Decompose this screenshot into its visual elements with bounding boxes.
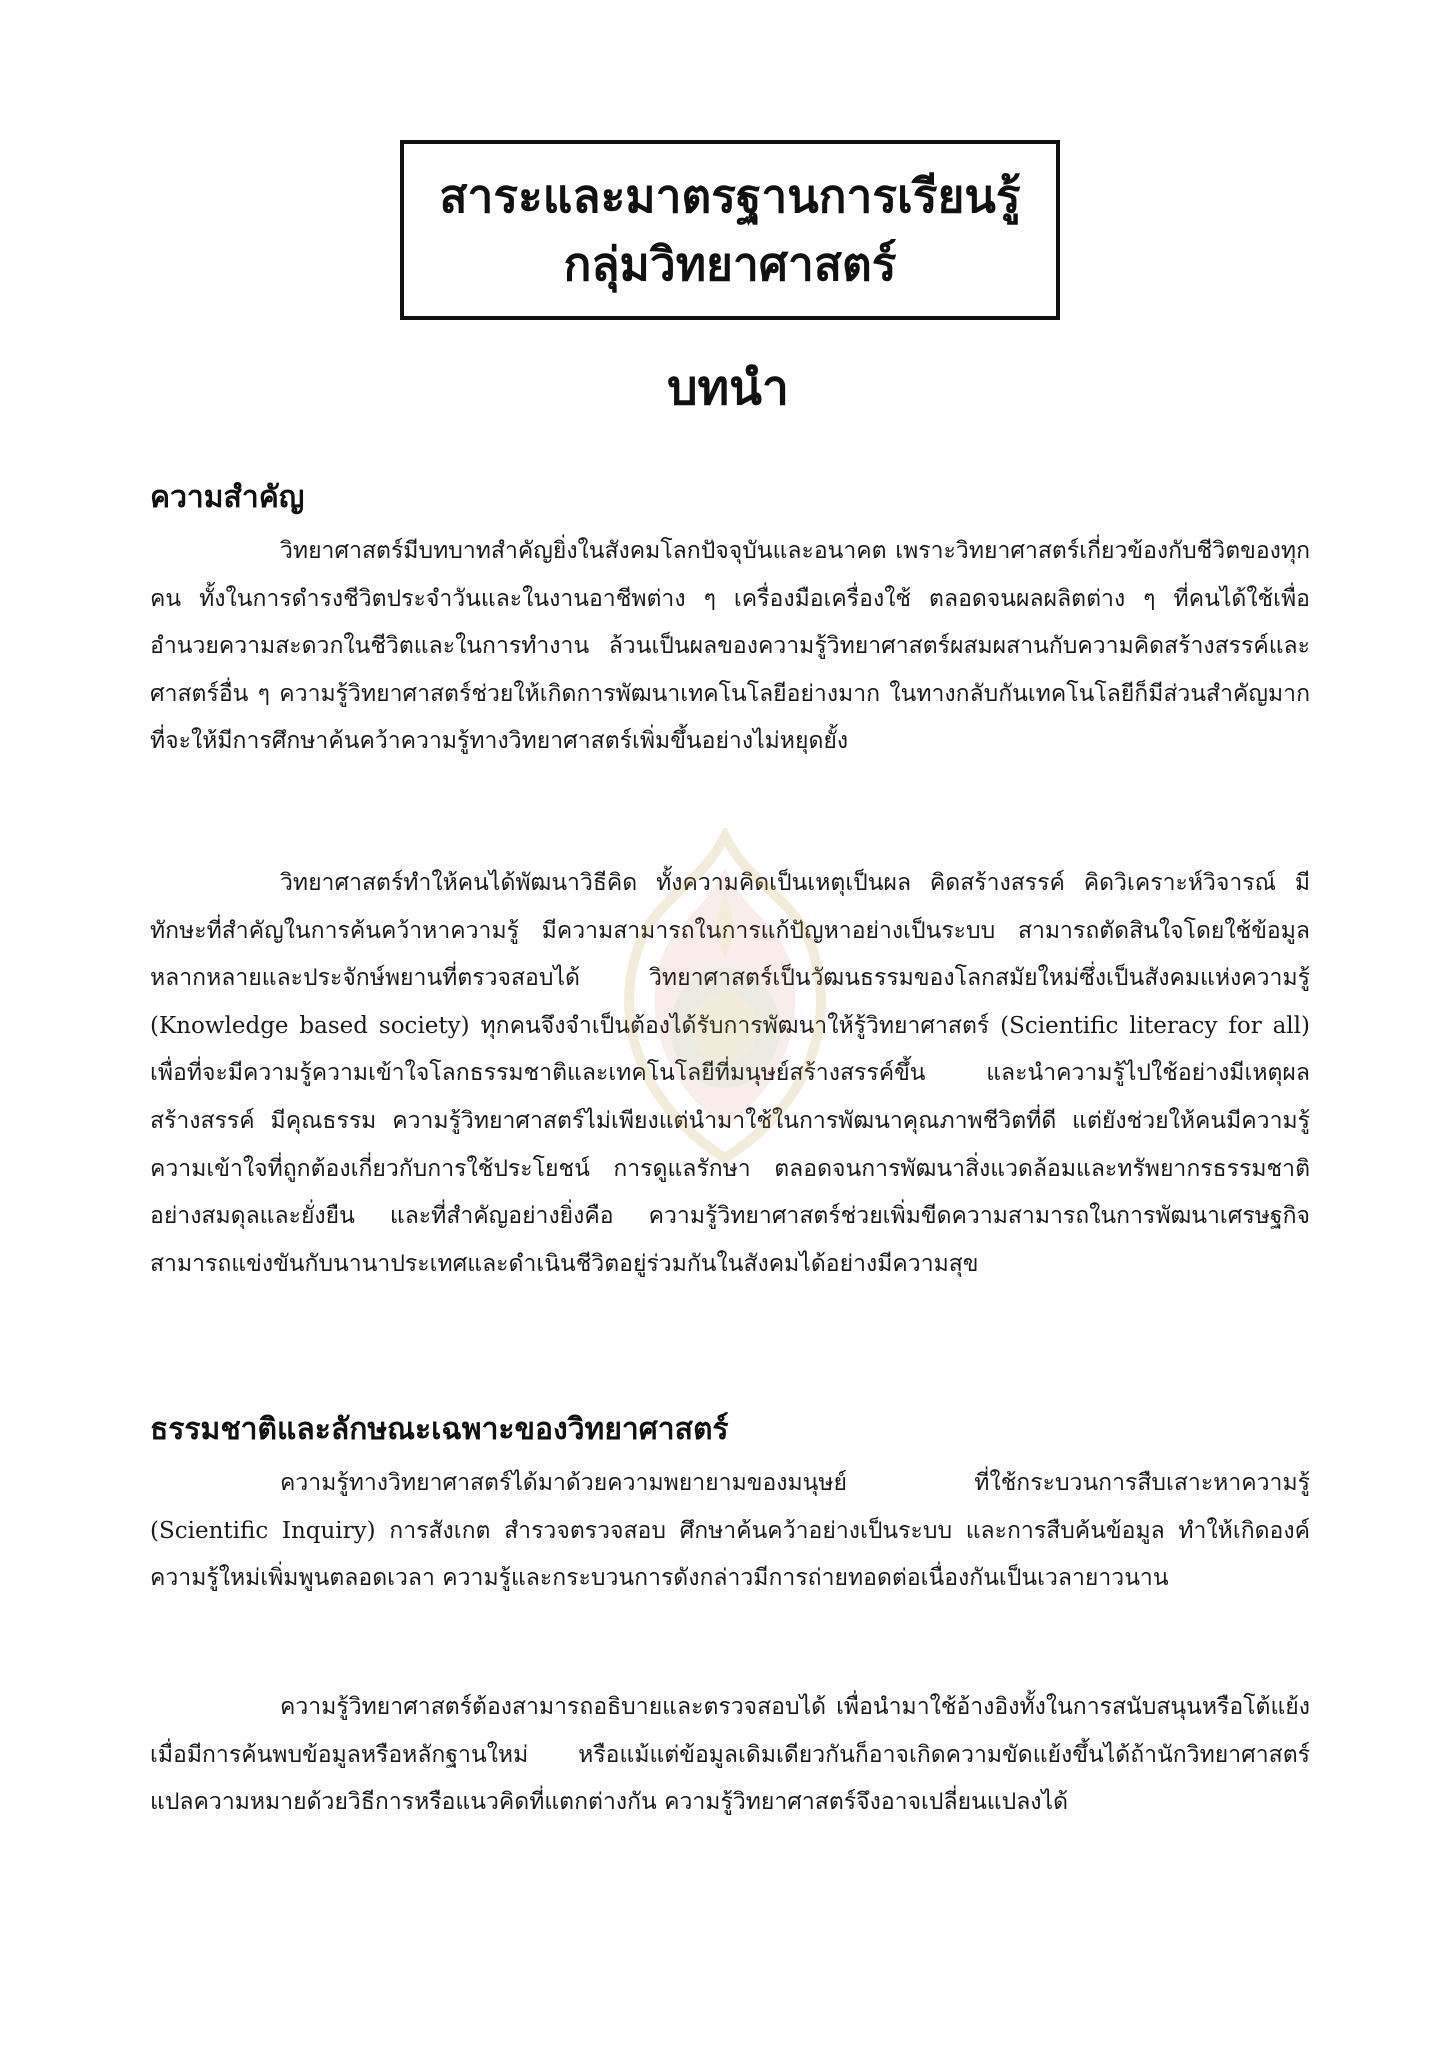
title-line-1: สาระและมาตรฐานการเรียนรู้ — [439, 169, 1021, 223]
section-heading-nature: ธรรมชาติและลักษณะเฉพาะของวิทยาศาสตร์ — [150, 1412, 729, 1447]
intro-heading: บทนำ — [667, 360, 789, 416]
paragraph-importance-1: วิทยาศาสตร์มีบทบาทสำคัญยิ่งในสังคมโลกปัจจุบันและอนาคต เพราะวิทยาศาสตร์เกี่ยวข้องกับชีวิตของทุกคน ทั้งในการดำรงชีวิตประจำวันและในงานอาชีพต่าง ๆ เครื่องมือเครื่องใช้ ตลอดจนผลผลิตต่าง ๆ ที่คนได้ใช้เพื่ออำนวยความสะดวกในชีวิตและในการทำงาน ล้วนเป็นผลของความรู้วิทยาศาสตร์ผสมผสานกับความคิดสร้างสรรค์และศาสตร์อื่น ๆ ความรู้วิทยาศาสตร์ช่วยให้เกิดการพัฒนาเทคโนโลยีอย่างมาก ในทางกลับกันเทคโนโลยีก็มีส่วนสำคัญมากที่จะให้มีการศึกษาค้นคว้าความรู้ทางวิทยาศาสตร์เพิ่มขึ้นอย่างไม่หยุดยั้ง — [150, 538, 1310, 755]
section-heading-importance: ความสำคัญ — [150, 480, 305, 515]
title-box — [400, 140, 1060, 320]
paragraph-nature-2: ความรู้วิทยาศาสตร์ต้องสามารถอธิบายและตรวจสอบได้ เพื่อนำมาใช้อ้างอิงทั้งในการสนับสนุนหรือโต้แย้งเมื่อมีการค้นพบข้อมูลหรือหลักฐานใหม่ หรือแม้แต่ข้อมูลเดิมเดียวกันก็อาจเกิดความขัดแย้งขึ้นได้ถ้านักวิทยาศาสตร์แปลความหมายด้วยวิธีการหรือแนวคิดที่แตกต่างกัน ความรู้วิทยาศาสตร์จึงอาจเปลี่ยนแปลงได้ — [150, 1694, 1310, 1816]
paragraph-importance-2: วิทยาศาสตร์ทำให้คนได้พัฒนาวิธีคิด ทั้งความคิดเป็นเหตุเป็นผล คิดสร้างสรรค์ คิดวิเคราะห์วิจารณ์ มีทักษะที่สำคัญในการค้นคว้าหาความรู้ มีความสามารถในการแก้ปัญหาอย่างเป็นระบบ สามารถตัดสินใจโดยใช้ข้อมูลหลากหลายและประจักษ์พยานที่ตรวจสอบได้ วิทยาศาสตร์เป็นวัฒนธรรมของโลกสมัยใหม่ซึ่งเป็นสังคมแห่งความรู้ (Knowledge based society) ทุกคนจึงจำเป็นต้องได้รับการพัฒนาให้รู้วิทยาศาสตร์ (Scientific literacy for all) เพื่อที่จะมีความรู้ความเข้าใจโลกธรรมชาติและเทคโนโลยีที่มนุษย์สร้างสรรค์ขึ้น และนำความรู้ไปใช้อย่างมีเหตุผล สร้างสรรค์ มีคุณธรรม ความรู้วิทยาศาสตร์ไม่เพียงแต่นำมาใช้ในการพัฒนาคุณภาพชีวิตที่ดี แต่ยังช่วยให้คนมีความรู้ความเข้าใจที่ถูกต้องเกี่ยวกับการใช้ประโยชน์ การดูแลรักษา ตลอดจนการพัฒนาสิ่งแวดล้อมและทรัพยากรธรรมชาติอย่างสมดุลและยั่งยืน และที่สำคัญอย่างยิ่งคือ ความรู้วิทยาศาสตร์ช่วยเพิ่มขีดความสามารถในการพัฒนาเศรษฐกิจ สามารถแข่งขันกับนานาประเทศและดำเนินชีวิตอยู่ร่วมกันในสังคมได้อย่างมีความสุข — [150, 870, 1310, 1277]
title-line-2: กลุ่มวิทยาศาสตร์ — [563, 237, 897, 291]
paragraph-nature-1: ความรู้ทางวิทยาศาสตร์ได้มาด้วยความพยายามของมนุษย์ ที่ใช้กระบวนการสืบเสาะหาความรู้ (Scientific Inquiry) การสังเกต สำรวจตรวจสอบ ศึกษาค้นคว้าอย่างเป็นระบบ และการสืบค้นข้อมูล ทำให้เกิดองค์ความรู้ใหม่เพิ่มพูนตลอดเวลา ความรู้และกระบวนการดังกล่าวมีการถ่ายทอดต่อเนื่องกันเป็นเวลายาวนาน — [150, 1470, 1310, 1592]
